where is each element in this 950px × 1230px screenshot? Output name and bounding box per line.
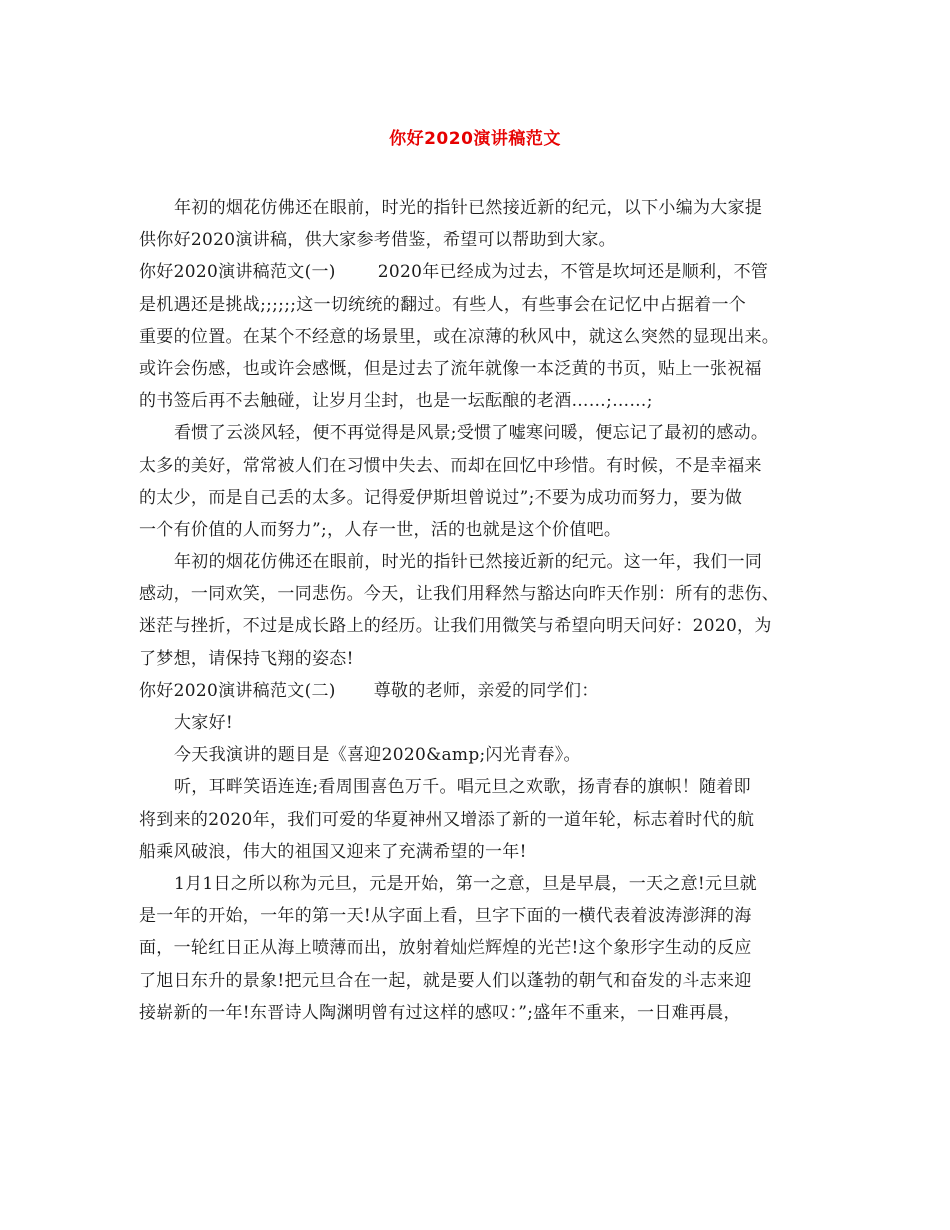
text-line: 年初的烟花仿佛还在眼前，时光的指针已然接近新的纪元，以下小编为大家提 xyxy=(174,198,763,218)
text-line xyxy=(139,256,819,288)
text-segment: 2020年已经成为过去，不管是坎坷还是顺利，不管 xyxy=(377,262,769,283)
text-line: 是机遇还是挑战;;;;;;这一切统统的翻过。有些人，有些事会在记忆中占据着一个 xyxy=(139,294,747,315)
text-line: 感动，一同欢笑，一同悲伤。今天，让我们用释然与豁达向昨天作别：所有的悲伤、 xyxy=(139,584,780,605)
text-line: 了梦想，请保持飞翔的姿态! xyxy=(139,648,354,669)
text-segment: 尊敬的老师，亲爱的同学们： xyxy=(373,680,599,701)
document-body xyxy=(139,192,819,1029)
text-line: 的太少，而是自己丢的太多。记得爱伊斯坦曾说过”;不要为成功而努力，要为做 xyxy=(139,487,743,508)
text-line: 供你好2020演讲稿，供大家参考借鉴，希望可以帮助到大家。 xyxy=(139,230,616,251)
text-line: 大家好! xyxy=(174,713,234,733)
text-line: 年初的烟花仿佛还在眼前，时光的指针已然接近新的纪元。这一年，我们一同 xyxy=(174,552,763,573)
text-line: 是一年的开始，一年的第一天!从字面上看，旦字下面的一横代表着波涛澎湃的海 xyxy=(139,906,752,927)
section-heading: 你好2020演讲稿范文(二) xyxy=(139,680,336,701)
text-line: 今天我演讲的题目是《喜迎2020&amp;闪光青春》。 xyxy=(174,745,581,766)
text-line xyxy=(139,675,819,707)
text-line: 迷茫与挫折，不过是成长路上的经历。让我们用微笑与希望向明天问好：2020，为 xyxy=(139,616,772,637)
text-line: 船乘风破浪，伟大的祖国又迎来了充满希望的一年! xyxy=(139,841,527,862)
text-line: 重要的位置。在某个不经意的场景里，或在凉薄的秋风中，就这么突然的显现出来。 xyxy=(139,326,780,347)
text-line: 的书签后再不去触碰，让岁月尘封，也是一坛酝酿的老酒……;……; xyxy=(139,391,653,412)
text-line: 接崭新的一年!东晋诗人陶渊明曾有过这样的感叹：”;盛年不重来，一日难再晨， xyxy=(139,1002,741,1023)
document-title: 你好2020演讲稿范文 xyxy=(389,129,561,149)
text-line: 看惯了云淡风轻，便不再觉得是风景;受惯了嘘寒问暖，便忘记了最初的感动。 xyxy=(174,423,769,444)
text-line: 太多的美好，常常被人们在习惯中失去、而却在回忆中珍惜。有时候，不是幸福来 xyxy=(139,455,762,476)
text-line: 面，一轮红日正从海上喷薄而出，放射着灿烂辉煌的光芒!这个象形字生动的反应 xyxy=(139,938,752,959)
text-line: 1月1日之所以称为元旦，元是开始，第一之意，旦是早晨，一天之意!元旦就 xyxy=(174,873,757,894)
text-line: 或许会伤感，也或许会感慨，但是过去了流年就像一本泛黄的书页，贴上一张祝福 xyxy=(139,358,762,379)
text-line: 了旭日东升的景象!把元旦合在一起，就是要人们以蓬勃的朝气和奋发的斗志来迎 xyxy=(139,970,752,991)
text-line: 听，耳畔笑语连连;看周围喜色万千。唱元旦之欢歌，扬青春的旗帜！随着即 xyxy=(174,777,751,798)
text-line: 将到来的2020年，我们可爱的华夏神州又增添了新的一道年轮，标志着时代的航 xyxy=(139,809,755,830)
text-line: 一个有价值的人而努力”;，人存一世，活的也就是这个价值吧。 xyxy=(139,519,622,540)
section-heading: 你好2020演讲稿范文(一) xyxy=(139,262,336,283)
